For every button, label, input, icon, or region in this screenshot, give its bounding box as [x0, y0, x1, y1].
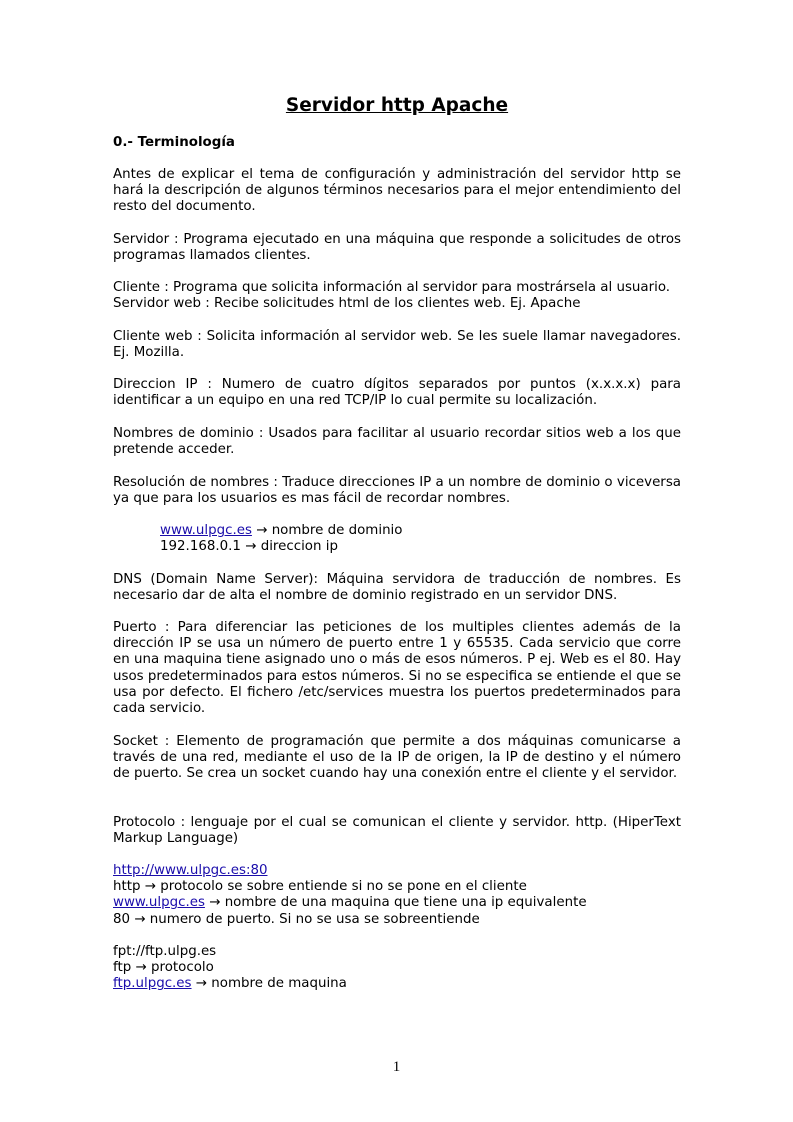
paragraph-cliente [113, 280, 681, 312]
host-link[interactable]: www.ulpgc.es [113, 895, 205, 911]
arrow-right-icon: → [144, 879, 156, 895]
example-protocol-desc: protocolo se sobre entiende si no se pone en el cliente [156, 879, 527, 895]
example-ip-desc: direccion ip [256, 539, 338, 555]
example-url [113, 863, 681, 928]
example-ftp-host-desc: nombre de maquina [207, 976, 347, 992]
arrow-right-icon: → [256, 523, 268, 538]
paragraph-protocolo: Protocolo : lenguaje por el cual se comunican el cliente y servidor. http. (HiperText Markup Language) [113, 815, 681, 847]
arrow-right-icon: → [209, 895, 221, 911]
example-ftp [113, 944, 681, 993]
paragraph-cliente-web: Cliente web : Solicita información al servidor web. Se les suele llamar navegadores. Ej. Mozilla. [113, 329, 681, 361]
paragraph-direccion-ip: Direccion IP : Numero de cuatro dígitos separados por puntos (x.x.x.x) para identificar a un equipo en una red TCP/IP lo cual permite su localización. [113, 377, 681, 409]
example-ftp-host-line [113, 976, 681, 992]
example-port-desc: numero de puerto. Si no se usa se sobreentiende [145, 911, 480, 927]
paragraph-nombres-dominio: Nombres de dominio : Usados para facilitar al usuario recordar sitios web a los que pretende acceder. [113, 426, 681, 458]
definition-servidor-web: Servidor web : Recibe solicitudes html de los clientes web. Ej. Apache [113, 296, 581, 312]
page-number: 1 [392, 1059, 401, 1075]
example-url-line [113, 863, 681, 879]
paragraph-socket: Socket : Elemento de programación que permite a dos máquinas comunicarse a través de una red, mediante el uso de la IP de origen, la IP de destino y el número de puerto. Se crea un socket cuando hay una conexión entre el cliente y el servidor. [113, 734, 681, 782]
example-ftp-protocol-desc: protocolo [146, 960, 214, 976]
url-link[interactable]: http://www.ulpgc.es:80 [113, 863, 268, 878]
example-protocol-line [113, 879, 681, 895]
paragraph-resolucion: Resolución de nombres : Traduce direcciones IP a un nombre de dominio o viceversa ya que para los usuarios es mas fácil de recordar nombres. [113, 475, 681, 507]
arrow-right-icon: → [134, 911, 146, 927]
definition-cliente: Cliente : Programa que solicita información al servidor para mostrársela al usuario. [113, 280, 671, 295]
example-protocol-value: http [113, 879, 141, 895]
example-domain-line [160, 523, 681, 539]
section-heading: 0.- Terminología [113, 135, 235, 150]
paragraph-intro: Antes de explicar el tema de configuración y administración del servidor http se hará la descripción de algunos términos necesarios para el mejor entendimiento del resto del documento. [113, 167, 681, 215]
example-ftp-url: fpt://ftp.ulpg.es [113, 944, 217, 959]
paragraph-puerto: Puerto : Para diferenciar las peticiones de los multiples clientes además de la dirección IP se usa un número de puerto entre 1 y 65535. Cada servicio que corre en una maquina tiene asignado uno o más de esos números. P ej. Web es el 80. Hay usos predeterminados para estos números. Si no se especifica se entiende el que se usa por defecto. El fichero /etc/services muestra los puertos predeterminados para cada servicio. [113, 620, 681, 717]
example-port-line [113, 912, 681, 928]
example-host-line [113, 895, 681, 911]
page-title: Servidor http Apache [285, 95, 509, 116]
example-ftp-protocol-line [113, 960, 681, 976]
example-host-desc: nombre de una maquina que tiene una ip equivalente [220, 895, 587, 911]
arrow-right-icon: → [135, 960, 147, 976]
example-domain-desc: nombre de dominio [267, 523, 403, 538]
example-port-value: 80 [113, 911, 131, 927]
example-ip-line [160, 539, 681, 555]
domain-link[interactable]: www.ulpgc.es [160, 523, 252, 538]
example-resolution [160, 523, 681, 555]
example-ip-value: 192.168.0.1 [160, 539, 241, 555]
paragraph-servidor: Servidor : Programa ejecutado en una máquina que responde a solicitudes de otros programas llamados clientes. [113, 232, 681, 264]
arrow-right-icon: → [195, 976, 208, 992]
ftp-host-link[interactable]: ftp.ulpgc.es [113, 976, 192, 992]
arrow-right-icon: → [245, 539, 257, 555]
paragraph-dns: DNS (Domain Name Server): Máquina servidora de traducción de nombres. Es necesario dar de alta el nombre de dominio registrado en un servidor DNS. [113, 572, 681, 604]
example-ftp-protocol-value: ftp [113, 960, 132, 976]
